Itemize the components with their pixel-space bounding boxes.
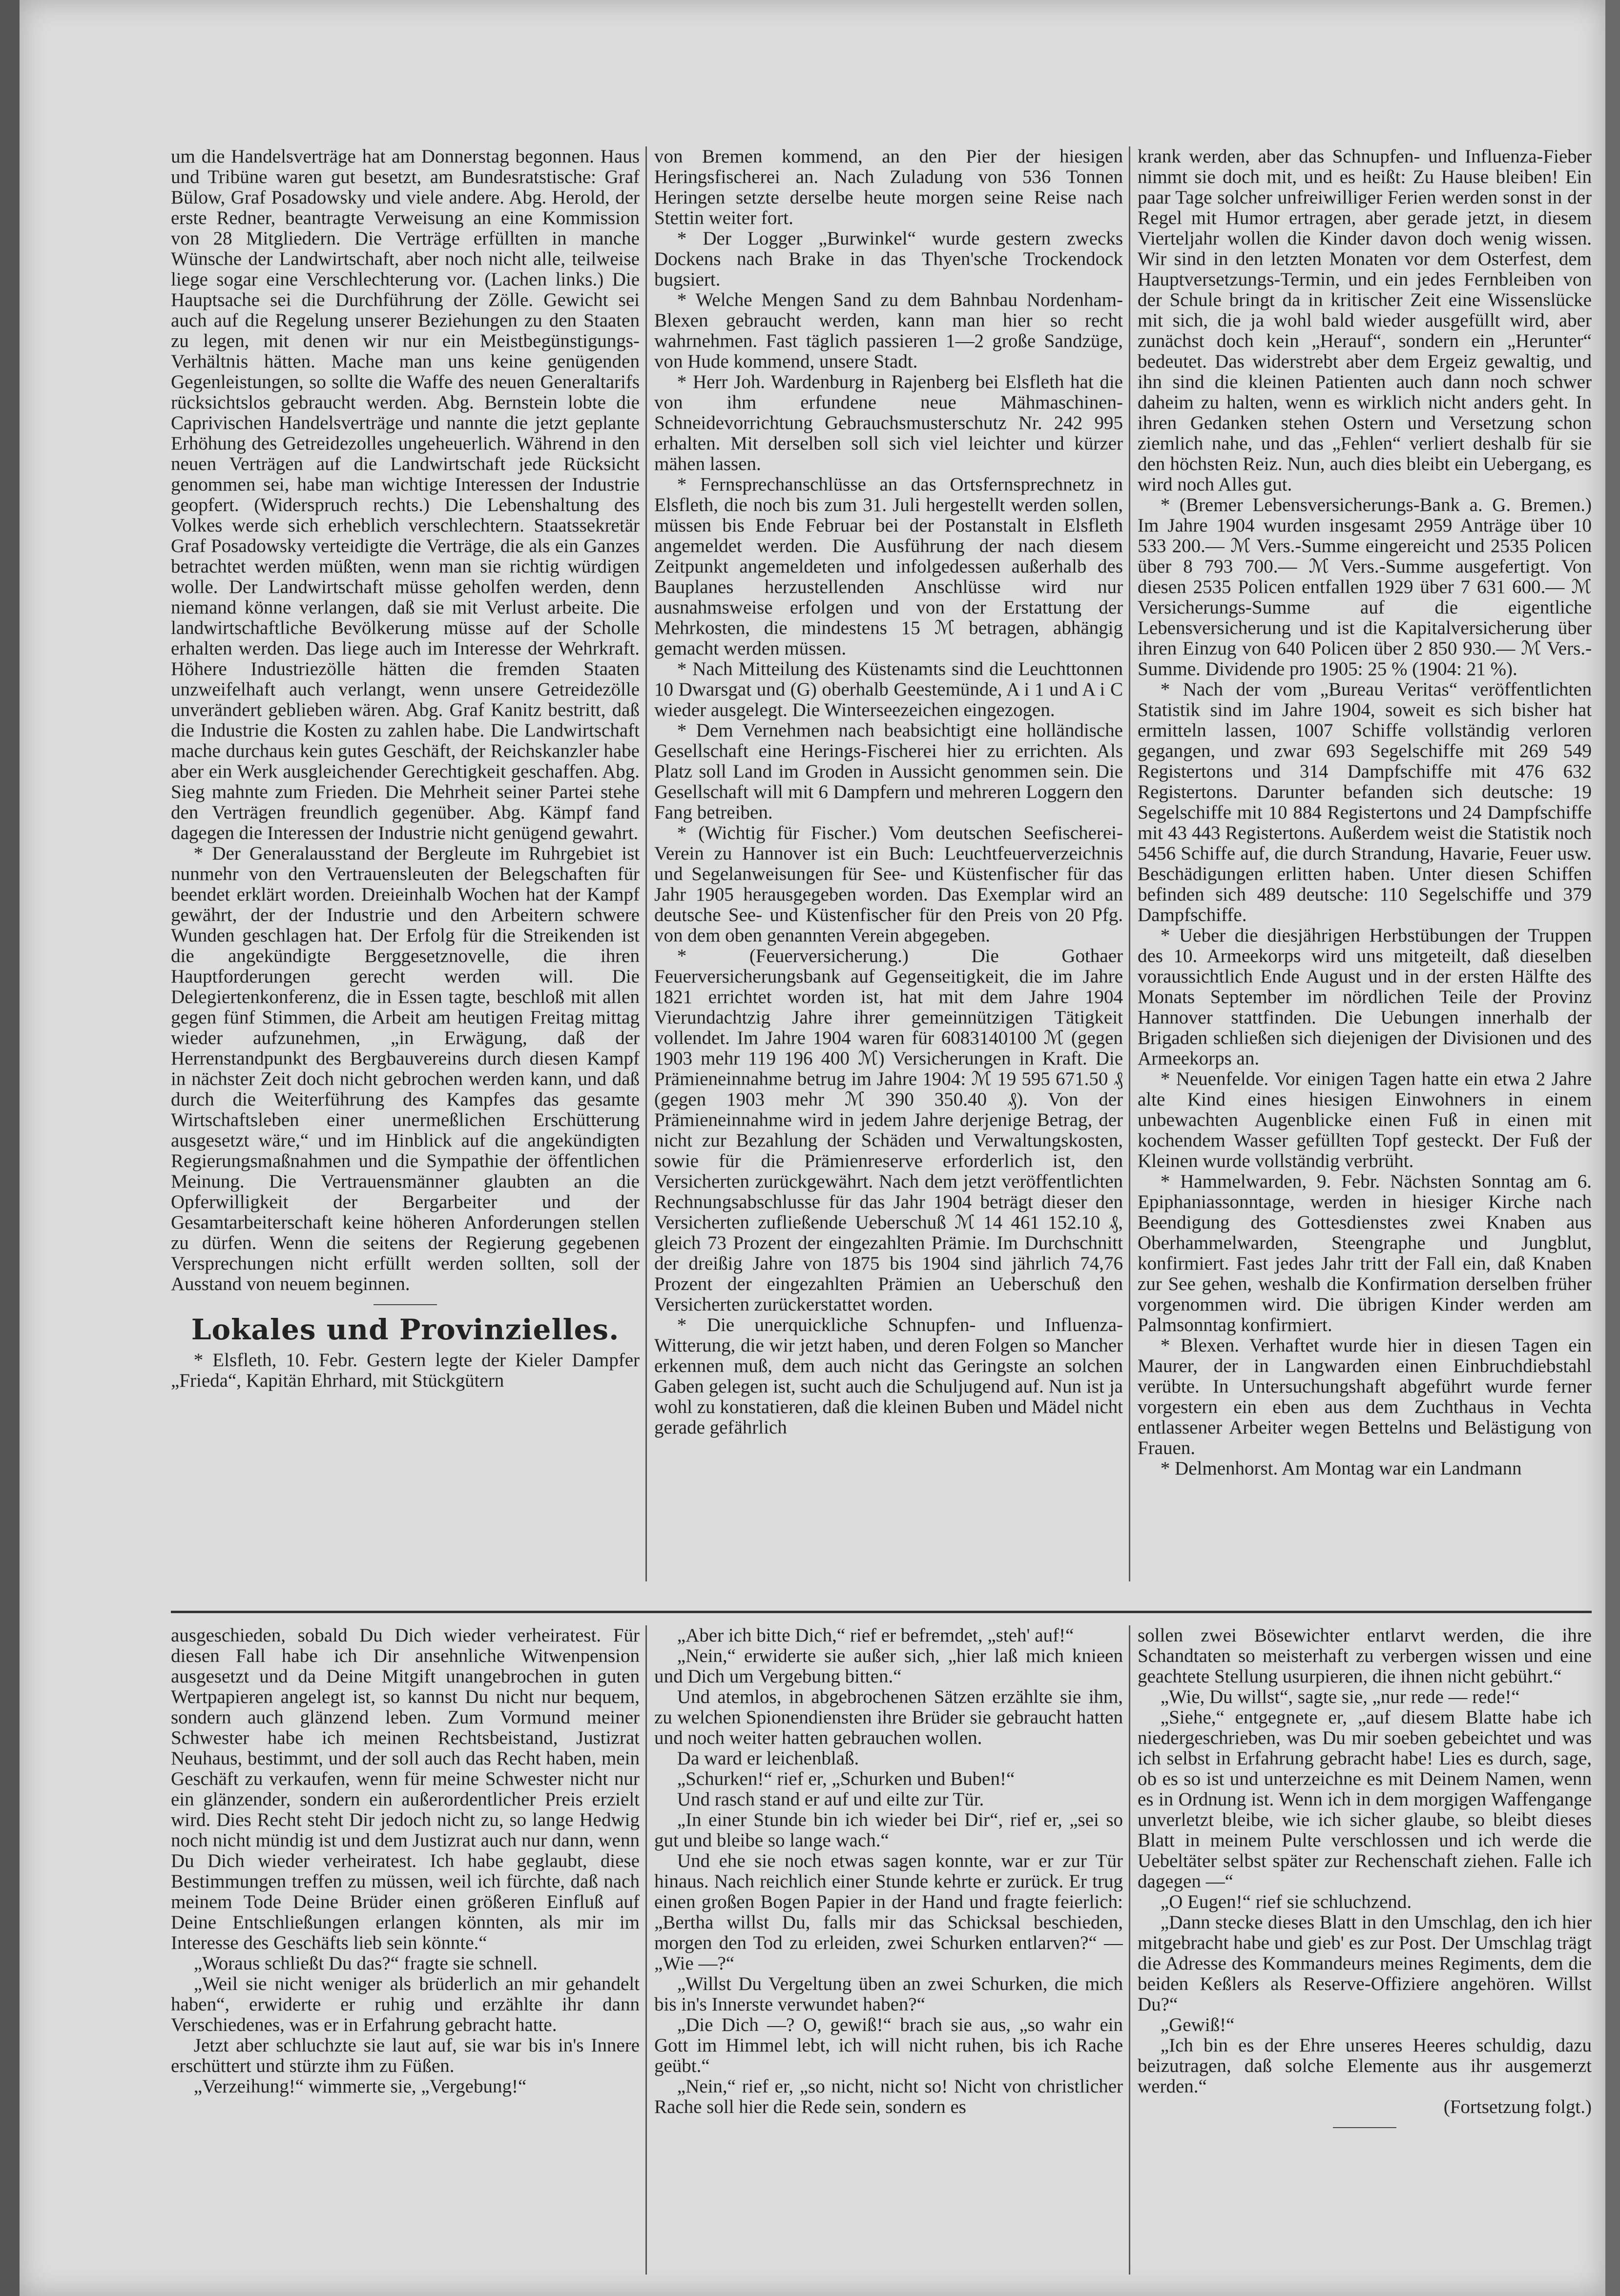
story-text: „O Eugen!“ rief sie schluchzend. [1160, 1891, 1412, 1912]
story-text: „Nein,“ erwiderte sie außer sich, „hier laß mich knieen und Dich um Vergebung bitten.“ [654, 1645, 1123, 1687]
article-text: * (Wichtig für Fischer.) Vom deutschen Seefischerei-Verein zu Hannover ist ein Buch: Leuchtfeuerverzeichnis und Segelanweisungen für See- und Küstenfischer für das Jahr 1905 herausgegeben worden. Das Exemplar wird an deutsche See- und Küstenfischer für den Preis von 20 Pfg. von dem oben genannten Verein abgegeben. [654, 822, 1123, 946]
article-text: * Die unerquickliche Schnupfen- und Influenza-Witterung, die wir jetzt haben, und deren Folgen so Mancher erkennen muß, dem auch nicht das Geringste an solchen Gaben gelegen ist, sucht auch die Schuljugend auf. Nun ist ja wohl zu konstatieren, daß die kleinen Buben und Mädel nicht gerade gefährlich [654, 1314, 1123, 1438]
article-text: * Fernsprechanschlüsse an das Ortsfernsprechnetz in Elsfleth, die noch bis zum 31. Juli hergestellt werden sollen, müssen bis Ende Februar bei der Postanstalt in Elsfleth angemeldet werden. Die Ausführung der nach diesem Zeitpunkt angemeldeten und infolgedessen außerhalb des Bauplanes herzustellenden Anschlüsse wird nur ausnahmsweise erfolgen und von der Erstattung der Mehrkosten, die mindestens 15 ℳ betragen, abhängig gemacht werden müssen. [654, 474, 1123, 659]
article-text: * (Bremer Lebensversicherungs-Bank a. G. Bremen.) Im Jahre 1904 wurden insgesamt 2959 Anträge über 10 533 200.— ℳ Vers.-Summe eingereicht und 2535 Policen über 8 793 700.— ℳ Vers.-Summe ausgefertigt. Von diesen 2535 Policen entfallen 1929 über 7 631 600.— ℳ Versicherungs-Summe auf die eigentliche Lebensversicherung und ist die Kapitalversicherung über ihren Einzug von 640 Policen über 2 850 930.— ℳ Vers.-Summe. Dividende pro 1905: 25 % (1904: 21 %). [1138, 494, 1592, 679]
story-text: „Aber ich bitte Dich,“ rief er befremdet, „steh' auf!“ [677, 1625, 1074, 1646]
story-text: „Verzeihung!“ wimmerte sie, „Vergebung!“ [193, 2076, 527, 2097]
column-rule [1129, 146, 1130, 1581]
story-text: Und rasch stand er auf und eilte zur Tür. [677, 1789, 984, 1810]
page-edge-strip [1605, 0, 1620, 2296]
column-rule [645, 146, 647, 1581]
story-text: „In einer Stunde bin ich wieder bei Dir“, rief er, „sei so gut und bleibe so lange wach.“ [654, 1809, 1123, 1851]
article-text: * (Feuerversicherung.) Die Gothaer Feuerversicherungsbank auf Gegenseitigkeit, die im Jahre 1821 errichtet worden ist, hat mit dem Jahre 1904 Vierundachtzig Jahre ihrer gemeinnützigen Tätigkeit vollendet. Im Jahre 1904 waren für 6083140100 ℳ (gegen 1903 mehr 119 196 400 ℳ) Versicherungen in Kraft. Die Prämieneinnahme betrug im Jahre 1904: ℳ 19 595 671.50 ₰ (gegen 1903 mehr ℳ 390 350.40 ₰). Von der Prämieneinnahme wird in jedem Jahre derjenige Betrag, der nicht zur Bezahlung der Schäden und Verwaltungskosten, sowie für die Prämienreserve erforderlich ist, den Versicherten zurückgewährt. Nach dem jetzt veröffentlichten Rechnungsabschlusse für das Jahr 1904 beträgt dieser den Versicherten zufließende Ueberschuß ℳ 14 461 152.10 ₰, gleich 73 Prozent der eingezahlten Prämie. Im Durchschnitt der dreißig Jahre von 1875 bis 1904 sind jährlich 74,76 Prozent der eingezahlten Prämien an Ueberschuß den Versicherten zurückerstattet worden. [654, 945, 1123, 1315]
article-text: von Bremen kommend, an den Pier der hiesigen Heringsfischerei an. Nach Zuladung von 536 Tonnen Heringen setzte derselbe heute morgen seine Reise nach Stettin weiter fort. [654, 146, 1123, 228]
story-text: „Schurken!“ rief er, „Schurken und Buben!“ [677, 1768, 1015, 1789]
article-text: * Delmenhorst. Am Montag war ein Landmann [1160, 1458, 1522, 1479]
story-text: „Woraus schließt Du das?“ fragte sie schnell. [193, 1953, 538, 1974]
article-text: * Blexen. Verhaftet wurde hier in diesen Tagen ein Maurer, der in Langwarden einen Einbruchdiebstahl verübte. In Untersuchungshaft abgeführt wurde ferner vorgestern ein eben aus dem Zuchthaus in Vechta entlassener Arbeiter wegen Bettelns und Belästigung von Frauen. [1138, 1335, 1592, 1458]
story-text: „Nein,“ rief er, „so nicht, nicht so! Nicht von christlicher Rache soll hier die Rede sein, sondern es [654, 2076, 1123, 2117]
article-text: * Ueber die diesjährigen Herbstübungen der Truppen des 10. Armeekorps wird uns mitgeteilt, daß dieselben voraussichtlich Ende August und in der ersten Hälfte des Monats September im nördlichen Teile der Provinz Hannover stattfinden. Die Uebungen innerhalb der Brigaden schließen sich diejenigen der Divisionen und des Armeekorps an. [1138, 925, 1592, 1069]
column-rule [1129, 1625, 1130, 2275]
article-elsfleth-steamer: * Elsfleth, 10. Febr. Gestern legte der Kieler Dampfer „Frieda“, Kapitän Ehrhard, mit Stückgütern [171, 1350, 640, 1391]
story-text: „Ich bin es der Ehre unseres Heeres schuldig, dazu beizutragen, daß solche Elemente aus ihr ausgemerzt werden.“ [1138, 2035, 1592, 2097]
story-text: „Gewiß!“ [1160, 2014, 1235, 2035]
article-text: * Hammelwarden, 9. Febr. Nächsten Sonntag am 6. Epiphaniassonntage, werden in hiesiger Kirche nach Beendigung des Gottesdienstes zwei Knaben aus Oberhammelwarden, Steengraphe und Jungblut, konfirmiert. Fast jedes Jahr tritt der Fall ein, daß Knaben zur See gehen, weshalb die Konfirmation derselben früher vorgenommen wird. Die übrigen Kinder werden am Palmsonntag konfirmiert. [1138, 1171, 1592, 1335]
story-text: Jetzt aber schluchzte sie laut auf, sie war bis in's Innere erschüttert und stürzte ihm zu Füßen. [171, 2035, 640, 2076]
article-trade-treaties: um die Handelsverträge hat am Donnerstag begonnen. Haus und Tribüne waren gut besetzt, am Bundesratstische: Graf Bülow, Graf Posadowsky und viele andere. Abg. Herold, der erste Redner, beantragte Verweisung an eine Kommission von 28 Mitgliedern. Die Verträge erfüllten in manche Wünsche der Landwirtschaft, aber noch nicht alle, teilweise liege sogar eine Verschlechterung vor. (Lachen links.) Die Hauptsache sei die Durchführung der Zölle. Gewicht sei auch auf die Regelung unserer Beziehungen zu den Staaten zu legen, mit denen wir nur ein Meistbegünstigungs-Verhältnis hätten. Mache man uns keine genügenden Gegenleistungen, so sollte die Waffe des neuen Generaltarifs rücksichtslos gebraucht werden. Abg. Bernstein lobte die Caprivischen Handelsverträge und nannte die jetzt geplante Erhöhung des Getreidezolles ungeheuerlich. Während in den neuen Verträgen auf die Landwirtschaft jede Rücksicht genommen sei, habe man wichtige Interessen der Industrie geopfert. (Widerspruch rechts.) Die Lebenshaltung des Volkes werde sich erheblich verschlechtern. Staatssekretär Graf Posadowsky verteidigte die Verträge, die als ein Ganzes betrachtet werden müßten, wenn man sie richtig würdigen wolle. Der Landwirtschaft müsse geholfen werden, denn niemand könne verlangen, daß sie mit Verlust arbeite. Die landwirtschaftliche Bevölkerung müsse auf der Scholle erhalten werden. Das liege auch im Interesse der Wehrkraft. Höhere Industriezölle hätten die fremden Staaten unzweifelhaft auch verlangt, wenn unsere Getreidezölle unverändert geblieben wären. Abg. Graf Kanitz bestritt, daß die Industrie die Kosten zu zahlen habe. Die Landwirtschaft mache durchaus kein gutes Geschäft, der Reichskanzler habe aber ein Werk ausgleichender Gerechtigkeit geschaffen. Abg. Sieg mahnte zum Frieden. Die Mehrheit seiner Partei stehe den Verträgen freundlich gegenüber. Abg. Kämpf fand dagegen die Interessen der Industrie nicht genügend gewahrt. [171, 146, 640, 843]
feuilleton-column-2 [654, 1625, 1123, 2275]
section-heading-local-news: Lokales und Provinzielles. [191, 1313, 620, 1346]
news-column-3 [1138, 146, 1592, 1581]
end-rule [1333, 2127, 1396, 2128]
page-edge-shadow [0, 0, 20, 2296]
story-text: Da ward er leichenblaß. [677, 1748, 859, 1769]
article-text: * Nach Mitteilung des Küstenamts sind die Leuchttonnen 10 Dwarsgat und (G) oberhalb Geestemünde, A i 1 und A i C wieder ausgelegt. Die Winterseezeichen eingezogen. [654, 658, 1123, 720]
story-text: „Die Dich —? O, gewiß!“ brach sie aus, „so wahr ein Gott im Himmel lebt, ich will nicht ruhen, bis ich Rache geübt.“ [654, 2014, 1123, 2076]
news-column-2 [654, 146, 1123, 1581]
column-rule [645, 1625, 647, 2275]
story-text: Und ehe sie noch etwas sagen konnte, war er zur Tür hinaus. Nach reichlich einer Stunde kehrte er zurück. Er trug einen großen Bogen Papier in der Hand und fragte feierlich: „Bertha willst Du, falls mir das Schicksal beschieden, morgen den Tod zu erleiden, zwei Schurken entlarven?“ — „Wie —?“ [654, 1850, 1123, 1974]
feuilleton-column-3 [1138, 1625, 1592, 2275]
story-text: sollen zwei Bösewichter entlarvt werden, die ihre Schandtaten so meisterhaft zu verbergen wissen und eine geachtete Stellung usurpieren, die ihnen nicht gebührt.“ [1138, 1625, 1592, 1687]
article-text: * Neuenfelde. Vor einigen Tagen hatte ein etwa 2 Jahre alte Kind eines hiesigen Einwohners in einem unbewachten Augenblicke einen Fuß in einen mit kochendem Wasser gefüllten Topf gesteckt. Der Fuß der Kleinen wurde vollständig verbrüht. [1138, 1068, 1592, 1171]
story-text: Und atemlos, in abgebrochenen Sätzen erzählte sie ihm, zu welchen Spionendiensten ihre Brüder sie gebraucht hatten und noch weiter hatten gebrauchen wollen. [654, 1686, 1123, 1748]
news-column-1 [171, 146, 640, 1581]
story-text: „Dann stecke dieses Blatt in den Umschlag, den ich hier mitgebracht habe und gieb' es zur Post. Der Umschlag trägt die Adresse des Kommandeurs meines Regiments, dem die beiden Keßlers als Reserve-Offiziere angehören. Willst Du?“ [1138, 1912, 1592, 2015]
section-divider [374, 1304, 437, 1305]
story-text: „Wie, Du willst“, sagte sie, „nur rede — rede!“ [1160, 1686, 1520, 1707]
feuilleton-column-1 [171, 1625, 640, 2275]
article-text: * Nach der vom „Bureau Veritas“ veröffentlichten Statistik sind im Jahre 1904, soweit es sich bisher hat ermitteln lassen, 1007 Schiffe vollständig verloren gegangen, und zwar 693 Segelschiffe mit 269 549 Registertons und 314 Dampfschiffe mit 476 632 Registertons. Darunter befanden sich deutsche: 19 Segelschiffe mit 10 884 Registertons und 24 Dampfschiffe mit 43 443 Registertons. Außerdem weist die Statistik noch 5456 Schiffe auf, die durch Strandung, Havarie, Feuer usw. Beschädigungen erlitten haben. Unter diesen Schiffen befinden sich 489 deutsche: 110 Segelschiffe und 379 Dampfschiffe. [1138, 679, 1592, 925]
article-text: * Herr Joh. Wardenburg in Rajenberg bei Elsfleth hat die von ihm erfundene neue Mähmaschinen-Schneidevorrichtung Gebrauchsmusterschutz Nr. 242 995 erhalten. Mit derselben soll sich viel leichter und kürzer mähen lassen. [654, 371, 1123, 474]
article-text: krank werden, aber das Schnupfen- und Influenza-Fieber nimmt sie doch mit, und es heißt: Zu Hause bleiben! Ein paar Tage solcher unfreiwilliger Ferien werden sonst in der Regel mit Humor ertragen, aber gerade jetzt, in diesem Vierteljahr wollen die Kinder davon doch wenig wissen. Wir sind in den letzten Monaten vor dem Osterfest, dem Hauptversetzungs-Termin, und ein jedes Fernbleiben von der Schule bringt da in kritischer Zeit eine Wissenslücke mit sich, die ja wohl bald wieder ausgefüllt wird, aber zunächst doch kein „Herauf“, sondern ein „Herunter“ bedeutet. Das widerstrebt aber dem Ergeiz gewaltig, und ihn sind die kleinen Patienten auch dann noch schwer daheim zu halten, wenn es wirklich nicht anders geht. In ihren Gedanken stehen Ostern und Versetzung schon ziemlich nahe, und das „Fehlen“ verliert deshalb für sie den höchsten Reiz. Nun, auch dies bleibt ein Uebergang, es wird noch Alles gut. [1138, 146, 1592, 495]
story-text: ausgeschieden, sobald Du Dich wieder verheiratest. Für diesen Fall habe ich Dir ansehnliche Witwenpension ausgesetzt und da Deine Mitgift unangebrochen in guten Wertpapieren angelegt ist, so kannst Du nicht nur bequem, sondern auch glänzend leben. Zum Vormund meiner Schwester habe ich meinen Rechtsbeistand, Justizrat Neuhaus, bestimmt, und der soll auch das Recht haben, mein Geschäft zu verkaufen, wenn für meine Schwester nicht nur ein glänzender, sondern ein außerordentlicher Preis erzielt wird. Dies Recht steht Dir jedoch nicht zu, so lange Hedwig noch nicht mündig ist und dem Justizrat auch nur dann, wenn Du Dich wieder verheiratest. Ich habe geglaubt, diese Bestimmungen treffen zu müssen, weil ich fürchte, daß nach meinem Tode Deine Brüder einen größeren Einfluß auf Deine Entschließungen erlangen könnten, als mir im Interesse des Geschäfts lieb sein könnte.“ [171, 1625, 640, 1953]
continuation-note: (Fortsetzung folgt.) [1443, 2096, 1592, 2117]
article-miners-strike: * Der Generalausstand der Bergleute im Ruhrgebiet ist nunmehr von den Vertrauensleuten der Belegschaften für beendet erklärt worden. Dreieinhalb Wochen hat der Kampf gewährt, der der Industrie und den Arbeitern schwere Wunden geschlagen hat. Der Erfolg für die Streikenden ist die angekündigte Berggesetznovelle, die ihren Hauptforderungen gerecht werden will. Die Delegiertenkonferenz, die in Essen tagte, beschloß mit allen gegen fünf Stimmen, die Arbeit am heutigen Freitag mittag wieder aufzunehmen, „in Erwägung, daß der Herrenstandpunkt des Bergbauvereins durch diesen Kampf in nächster Zeit doch nicht gebrochen werden kann, und daß durch die Weiterführung des Kampfes das gesamte Wirtschaftsleben einer unermeßlichen Erschütterung ausgesetzt wäre,“ und im Hinblick auf die angekündigten Regierungsmaßnahmen und die Sympathie der öffentlichen Meinung. Die Vertrauensmänner glaubten an die Opferwilligkeit der Bergarbeiter und der Gesamtarbeiterschaft keine höheren Anforderungen stellen zu dürfen. Wenn die seitens der Regierung gegebenen Versprechungen nicht erfüllt werden sollten, soll der Ausstand von neuem beginnen. [171, 843, 640, 1294]
story-text: „Siehe,“ entgegnete er, „auf diesem Blatte habe ich niedergeschrieben, was Du mir soeben gebeichtet und was ich selbst in Erfahrung gebracht habe! Lies es durch, sage, ob es so ist und unterzeichne es mit Deinem Namen, wenn es in Ordnung ist. Wenn ich in dem morgigen Waffengange unverletzt bleibe, wie ich sicher glaube, so bleibt dieses Blatt in meinem Pulte verschlossen und ich werde die Uebeltäter selbst später zur Rechenschaft ziehen. Falle ich dagegen —“ [1138, 1707, 1592, 1892]
article-text: * Dem Vernehmen nach beabsichtigt eine holländische Gesellschaft eine Herings-Fischerei hier zu errichten. Als Platz soll Land im Groden in Aussicht genommen sein. Die Gesellschaft will mit 6 Dampfern und mehreren Loggern den Fang betreiben. [654, 720, 1123, 823]
feuilleton-separator-rule [171, 1611, 1592, 1613]
article-text: * Welche Mengen Sand zu dem Bahnbau Nordenham-Blexen gebraucht werden, kann man hier so recht wahrnehmen. Fast täglich passieren 1—2 große Sandzüge, von Hude kommend, unsere Stadt. [654, 289, 1123, 372]
article-text: * Der Logger „Burwinkel“ wurde gestern zwecks Dockens nach Brake in das Thyen'sche Trockendock bugsiert. [654, 228, 1123, 290]
story-text: „Willst Du Vergeltung üben an zwei Schurken, die mich bis in's Innerste verwundet haben?“ [654, 1973, 1123, 2015]
story-text: „Weil sie nicht weniger als brüderlich an mir gehandelt haben“, erwiderte er ruhig und erzählte ihr dann Verschiedenes, was er in Erfahrung gebracht hatte. [171, 1973, 640, 2035]
